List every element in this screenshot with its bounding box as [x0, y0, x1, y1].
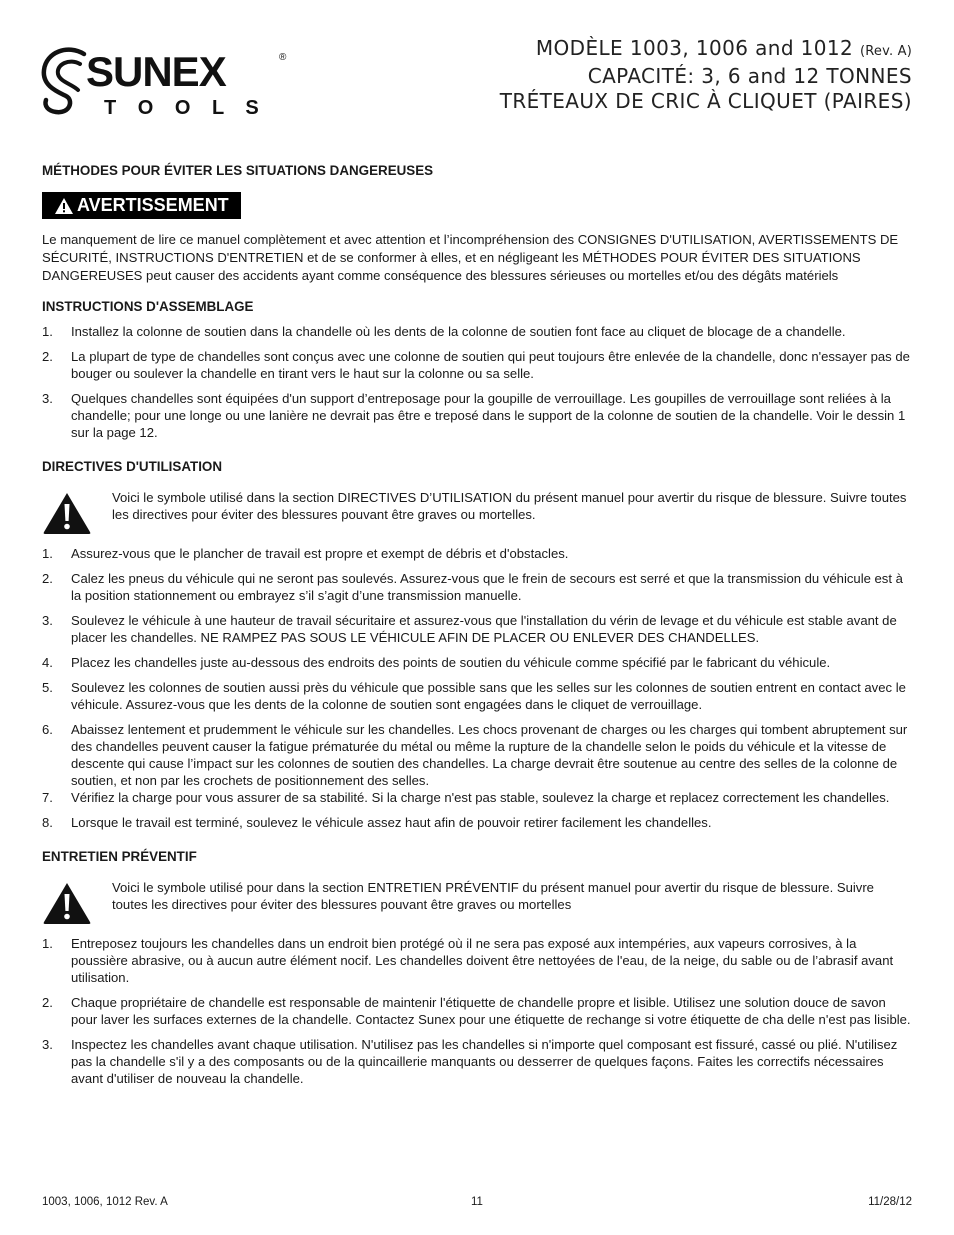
list-item — [42, 390, 912, 441]
usage-symbol-text: Voici le symbole utilisé dans la section DIRECTIVES D’UTILISATION du présent manuel pour avertir du risque de blessure. Suivre toutes les directives pour éviter des blessures pouvant être graves ou mortelles. — [112, 490, 907, 522]
list-item — [42, 570, 912, 604]
product-title: TRÉTEAUX DE CRIC À CLIQUET (PAIRES) — [499, 89, 912, 113]
section-heading-maintenance: ENTRETIEN PRÉVENTIF — [42, 849, 197, 864]
warning-paragraph: Le manquement de lire ce manuel complètement et avec attention et l’incompréhension des CONSIGNES D'UTILISATION, AVERTISSEMENTS DE SÉCURITÉ, INSTRUCTIONS D'ENTRETIEN et de se conformer à elles, et en négligeant les MÉTHODES POUR ÉVITER DES SITUATIONS DANGEREUSES peut causer des accidents ayant comme conséquence des blessures sérieuses ou mortelles et/ou des dégâts matériels — [42, 232, 899, 283]
list-item-number: 3. — [42, 613, 53, 628]
warning-banner — [42, 192, 241, 219]
list-item-number: 4. — [42, 655, 53, 670]
list-item-text: Lorsque le travail est terminé, soulevez le véhicule assez haut afin de pouvoir retirer facilement les chandelles. — [71, 815, 712, 830]
danger-triangle-icon — [42, 881, 92, 925]
list-item — [42, 721, 912, 789]
manual-content — [42, 162, 912, 1087]
list-item-text: La plupart de type de chandelles sont conçus avec une colonne de soutien qui peut toujours être enlevée de la chandelle, donc n'essayer pas de bouger ou soulever la chandelle en tirant vers le haut sur la colonne ou sa selle. — [71, 349, 910, 381]
list-item — [42, 1036, 912, 1087]
list-item-text: Calez les pneus du véhicule qui ne seront pas soulevés. Assurez-vous que le frein de secours est serré et que la transmission du véhicule est à la position stationnement ou embrayez s’il s’agit d’une transmission manuelle. — [71, 571, 903, 603]
list-item-number: 1. — [42, 324, 53, 339]
assembly-list — [42, 323, 912, 441]
list-item — [42, 545, 912, 562]
list-item-number: 2. — [42, 571, 53, 586]
list-item — [42, 679, 912, 713]
list-item-text: Vérifiez la charge pour vous assurer de sa stabilité. Si la charge n'est pas stable, soulevez la charge et replacez correctement les chandelles. — [71, 790, 890, 805]
list-item-text: Quelques chandelles sont équipées d'un support d’entreposage pour la goupille de verrouillage. Les goupilles de verrouillage sont reliées à la chandelle; pour une longe ou une lanière ne devrait pas être e treposé dans le support de la colonne de soutien de la chandelle. Voir le dessin 1 sur la page 12. — [71, 391, 906, 440]
footer-date: 11/28/12 — [868, 1196, 912, 1208]
list-item — [42, 814, 912, 831]
list-item-text: Installez la colonne de soutien dans la chandelle où les dents de la colonne de soutien font face au cliquet de blocage de a chandelle. — [71, 324, 846, 339]
logo-wordmark: SUNEX — [86, 48, 226, 95]
maintenance-symbol-text: Voici le symbole utilisé pour dans la section ENTRETIEN PRÉVENTIF du présent manuel pour avertir du risque de blessure. Suivre toutes les directives pour éviter des blessures pouvant être graves ou mortelles — [112, 880, 874, 912]
list-item-text: Assurez-vous que le plancher de travail est propre et exempt de débris et d'obstacles. — [71, 546, 569, 561]
list-item-number: 5. — [42, 680, 53, 695]
model-text: MODÈLE 1003, 1006 and 1012 — [535, 36, 854, 60]
logo-subtitle: T O O L S — [104, 97, 267, 118]
section-heading-assembly: INSTRUCTIONS D'ASSEMBLAGE — [42, 299, 254, 314]
maintenance-symbol-note — [42, 879, 912, 925]
list-item — [42, 994, 912, 1028]
list-item — [42, 935, 912, 986]
capacity-line: CAPACITÉ: 3, 6 and 12 TONNES — [587, 64, 912, 88]
list-item-number: 1. — [42, 546, 53, 561]
list-item-number: 3. — [42, 391, 53, 406]
revision-text: (Rev. A) — [859, 44, 912, 59]
section-heading-dangers: MÉTHODES POUR ÉVITER LES SITUATIONS DANGEREUSES — [42, 163, 434, 178]
list-item — [42, 323, 912, 340]
footer-model: 1003, 1006, 1012 Rev. A — [42, 1196, 168, 1208]
list-item-number: 7. — [42, 790, 53, 805]
list-item-text: Soulevez les colonnes de soutien aussi près du véhicule que possible sans que les selles sur les colonnes de soutien entrent en contact avec le véhicule. Assurez-vous que les dents de la colonne de soutien sont engagées dans le cliquet de verrouillage. — [71, 680, 906, 712]
list-item-number: 2. — [42, 349, 53, 364]
maintenance-list — [42, 935, 912, 1087]
list-item-text: Abaissez lentement et prudemment le véhicule sur les chandelles. Les chocs provenant de charges ou les charges qui tombent abruptement sur des chandelles peuvent causer la fatigue prématurée du métal ou même la rupture de la chandelle selon le poids du véhicule et la vitesse de descente qui cause l’impact sur les colonnes de soutien des chandelles. La charge devrait être soutenue au centre des selles de la colonne de soutien, et non par les crochets de positionnement des selles. — [71, 722, 908, 788]
list-item-text: Chaque propriétaire de chandelle est responsable de maintenir l'étiquette de chandelle propre et lisible. Utilisez une solution douce de savon pour laver les surfaces externes de la chandelle. Contactez Sunex pour une étiquette de rechange si votre étiquette de cha delle n'est pas lisible. — [71, 995, 911, 1027]
list-item-number: 2. — [42, 995, 53, 1010]
list-item — [42, 789, 912, 806]
list-item — [42, 654, 912, 671]
danger-triangle-icon — [42, 491, 92, 535]
usage-symbol-note — [42, 489, 912, 535]
list-item — [42, 612, 912, 646]
model-line — [500, 36, 912, 64]
document-header — [500, 36, 912, 114]
list-item-text: Placez les chandelles juste au-dessous des endroits des points de soutien du véhicule comme spécifié par le fabricant du véhicule. — [71, 655, 831, 670]
list-item-number: 8. — [42, 815, 53, 830]
list-item — [42, 348, 912, 382]
warning-label: AVERTISSEMENT — [77, 195, 229, 215]
list-item-number: 6. — [42, 722, 53, 737]
list-item-number: 1. — [42, 936, 53, 951]
list-item-text: Inspectez les chandelles avant chaque utilisation. N'utilisez pas les chandelles si n'importe quel composant est fissuré, cassé ou plié. N'utilisez pas la chandelle s'il y a des composants ou de la quincaillerie manquants ou desserrer de quelques façons. Faites les correctifs nécessaires avant d'utiliser de nouveau la chandelle. — [71, 1037, 898, 1086]
registered-mark: ® — [279, 52, 287, 63]
warning-triangle-icon — [54, 197, 74, 215]
usage-list — [42, 545, 912, 831]
sunex-logo — [40, 40, 290, 118]
page-number: 11 — [471, 1196, 483, 1208]
list-item-text: Entreposez toujours les chandelles dans un endroit bien protégé où il ne sera pas exposé aux intempéries, aux vapeurs corrosives, à la poussière abrasive, ou à aucun autre élément nocif. Les chandelles doivent être nettoyées de l'eau, de la neige, du sable ou de l’abrasif avant utilisation. — [71, 936, 894, 985]
list-item-text: Soulevez le véhicule à une hauteur de travail sécuritaire et assurez-vous que l'installation du vérin de levage et du véhicule est stable avant de placer les chandelles. NE RAMPEZ PAS SOUS LE VÉHICULE AFIN DE PLACER OU ENLEVER DES CHANDELLES. — [71, 613, 897, 645]
sunex-logo-graphic — [40, 40, 290, 118]
section-heading-usage: DIRECTIVES D'UTILISATION — [42, 459, 222, 474]
list-item-number: 3. — [42, 1037, 53, 1052]
